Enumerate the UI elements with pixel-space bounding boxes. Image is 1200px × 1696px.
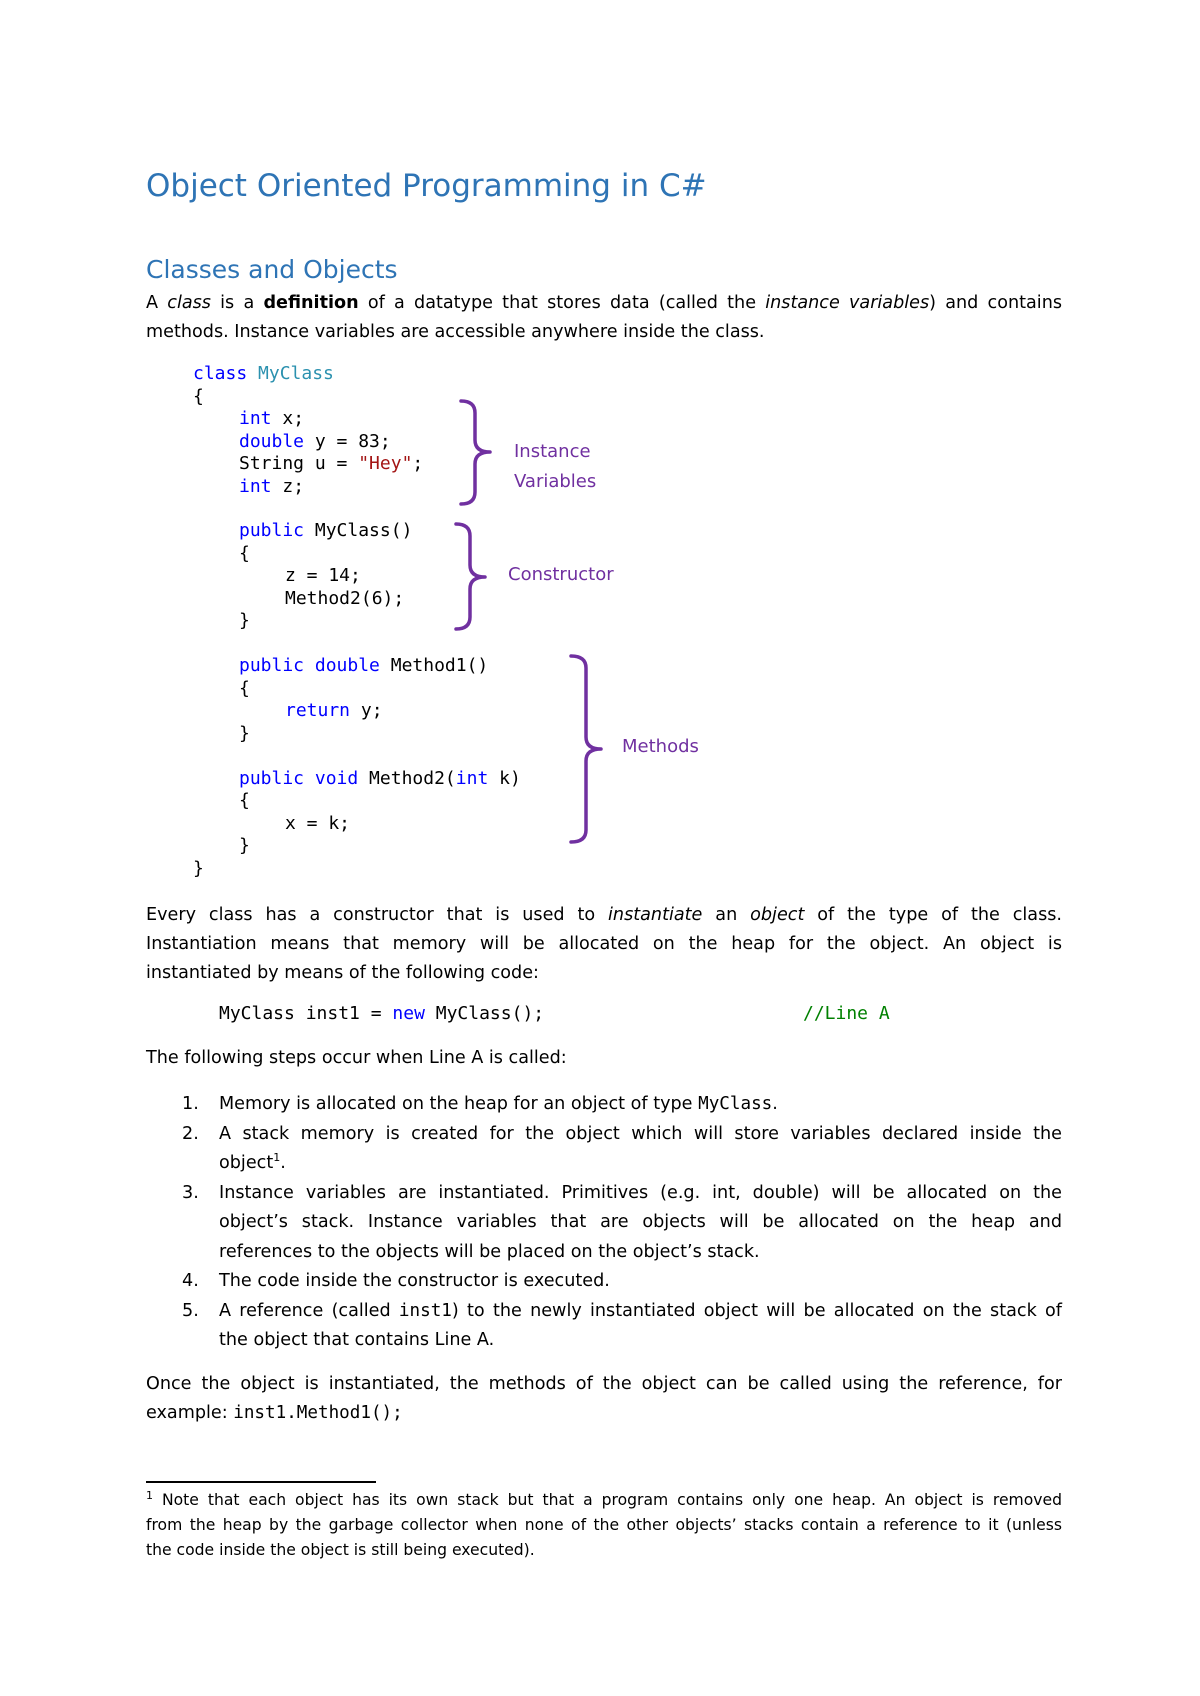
list-item: 5. A reference (called inst1) to the newly instantiated object will be allocated on the stack of the object that contains Line A.	[182, 1300, 1062, 1350]
code-line-11: }	[239, 610, 250, 631]
code-line-1: class MyClass	[193, 363, 334, 384]
para2-line-1: Every class has a constructor that is used to instantiate an object of the type of the class.	[146, 905, 1062, 925]
code-line-13: {	[239, 678, 250, 699]
line-a-comment: //Line A	[803, 1003, 890, 1024]
constructor-bracket	[456, 524, 485, 629]
code-line-2: {	[193, 386, 204, 407]
list-item: 1. Memory is allocated on the heap for an object of type MyClass.	[182, 1094, 778, 1114]
section-heading: Classes and Objects	[146, 255, 398, 284]
object-term: object	[750, 905, 805, 925]
constructor-label: Constructor	[508, 564, 614, 585]
para2-line-3: instantiated by means of the following code:	[146, 963, 539, 983]
code-line-17: {	[239, 790, 250, 811]
para2-line-2: Instantiation means that memory will be allocated on the heap for the object. An object is	[146, 934, 1062, 954]
list-item: 4. The code inside the constructor is executed.	[182, 1271, 610, 1291]
code-line-16: public void Method2(int k)	[239, 768, 521, 789]
code-line-15: }	[239, 723, 250, 744]
instantiate-term: instantiate	[608, 905, 703, 925]
footnote-ref: 1	[273, 1151, 281, 1165]
footnote-separator	[146, 1481, 376, 1483]
code-line-14: return y;	[285, 700, 383, 721]
methods-bracket	[571, 656, 601, 842]
steps-list	[146, 1090, 1062, 1356]
code-line-12: public double Method1()	[239, 655, 489, 676]
page-title: Object Oriented Programming in C#	[146, 168, 707, 204]
code-line-4: double y = 83;	[239, 431, 391, 452]
instance-label-line1: Instance	[514, 441, 591, 462]
code-line-5: String u = "Hey";	[239, 453, 424, 474]
footnote: $^1$ Note that each object has its own stack but that a program contains only one heap. An object is removed from the heap by the garbage collector when none of the other objects’ stacks contain a reference to it (unless the code inside the object is still being executed).	[146, 1488, 1062, 1559]
definition-term: definition	[263, 293, 359, 313]
instance-variables-term: instance variables	[765, 293, 930, 313]
closing-line-2: example: inst1.Method1();	[146, 1403, 403, 1423]
list-item: 3. Instance variables are instantiated. Primitives (e.g. int, double) will be allocated on the object’s stack. Instance variables that are objects will be allocated on the heap and references to the objects will be placed on the object’s stack.	[182, 1182, 1062, 1262]
intro-line-1: A class is a definition of a datatype that stores data (called the instance variables) and contains	[146, 293, 1063, 313]
intro-line-2: methods. Instance variables are accessible anywhere inside the class.	[146, 322, 765, 342]
code-line-19: }	[239, 835, 250, 856]
code-line-20: }	[193, 858, 204, 879]
steps-intro: The following steps occur when Line A is called:	[146, 1048, 567, 1068]
instantiation-paragraph	[146, 901, 1062, 988]
methods-label: Methods	[622, 736, 699, 757]
code-line-7: public MyClass()	[239, 520, 413, 541]
instantiation-code: MyClass inst1 = new MyClass();	[219, 1003, 545, 1024]
footnote-marker: 1	[146, 1488, 153, 1502]
class-term: class	[167, 293, 211, 313]
list-item: 2. A stack memory is created for the object which will store variables declared inside the object$^1$.	[182, 1123, 1062, 1173]
closing-line-1: Once the object is instantiated, the methods of the object can be called using the reference, for	[146, 1374, 1062, 1394]
code-line-8: {	[239, 543, 250, 564]
code-line-9: z = 14;	[285, 565, 361, 586]
code-line-3: int x;	[239, 408, 305, 429]
instance-variables-bracket	[461, 401, 490, 504]
instance-label-line2: Variables	[514, 471, 597, 492]
closing-paragraph	[146, 1370, 1062, 1428]
code-line-10: Method2(6);	[285, 588, 405, 609]
code-line-18: x = k;	[285, 813, 351, 834]
code-line-6: int z;	[239, 476, 305, 497]
